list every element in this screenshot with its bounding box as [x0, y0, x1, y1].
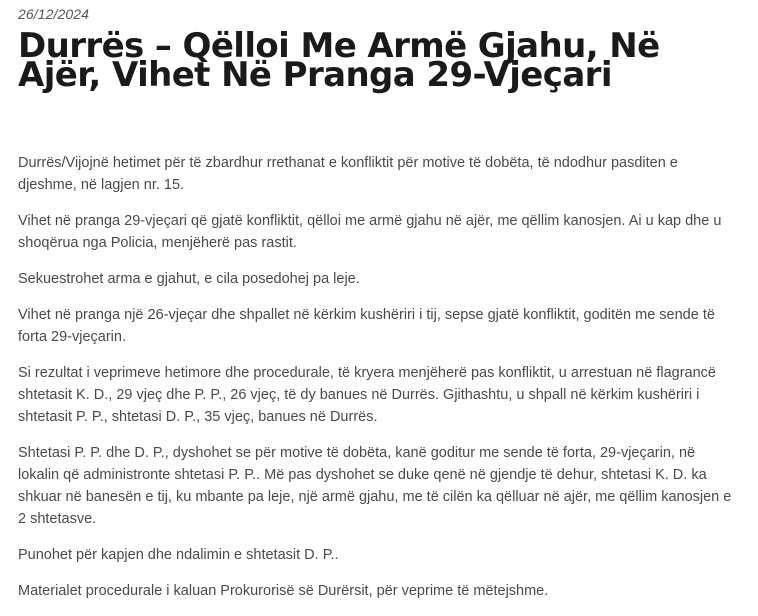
article-paragraph: Vihet në pranga 29-vjeçari që gjatë konfliktit, qëlloi me armë gjahu në ajër, me qëllim kanosjen. Ai u kap dhe u shoqërua nga Policia, menjëherë pas rastit.: [18, 213, 722, 251]
article-body: [18, 152, 740, 616]
article-paragraph: Si rezultat i veprimeve hetimore dhe procedurale, të kryera menjëherë pas konfliktit, u arrestuan në flagrancë shtetasit K. D., 29 vjeç dhe P. P., 26 vjeç, të dy banues në Durrës. Gjithashtu, u shpall në kërkim kushëriri i shtetasit P. P., shtetasi D. P., 35 vjeç, banues në Durrës.: [18, 365, 716, 425]
article-paragraph: Sekuestrohet arma e gjahut, e cila posedohej pa leje.: [18, 271, 360, 287]
article-paragraph: Punohet për kapjen dhe ndalimin e shtetasit D. P..: [18, 547, 339, 563]
article-paragraph: Vihet në pranga një 26-vjeçar dhe shpallet në kërkim kushëriri i tij, sepse gjatë konfliktit, goditën me sende të forta 29-vjeçarin.: [18, 307, 715, 345]
article-date: 26/12/2024: [18, 6, 90, 22]
article-paragraph: Shtetasi P. P. dhe D. P., dyshohet se për motive të dobëta, kanë goditur me sende të forta, 29-vjeçarin, në lokalin që administronte shtetasi P. P.. Më pas dyshohet se duke qenë në gjendje të dehur, shtetasi K. D. ka shkuar në banesën e tij, ku mbante pa leje, një armë gjahu, me të cilën ka qëlluar në ajër, me qëllim kanosjen e 2 shtetasve.: [18, 445, 732, 527]
article-paragraph: Durrës/Vijojnë hetimet për të zbardhur rrethanat e konfliktit për motive të dobëta, të ndodhur pasditen e djeshme, në lagjen nr. 15.: [18, 155, 678, 193]
article-paragraph: Materialet procedurale i kaluan Prokurorisë së Durërsit, për veprime të mëtejshme.: [18, 583, 549, 599]
article-title: Durrës – Qëlloi Me Armë Gjahu, Në Ajër, Vihet Në Pranga 29-Vjeçari: [18, 26, 660, 95]
